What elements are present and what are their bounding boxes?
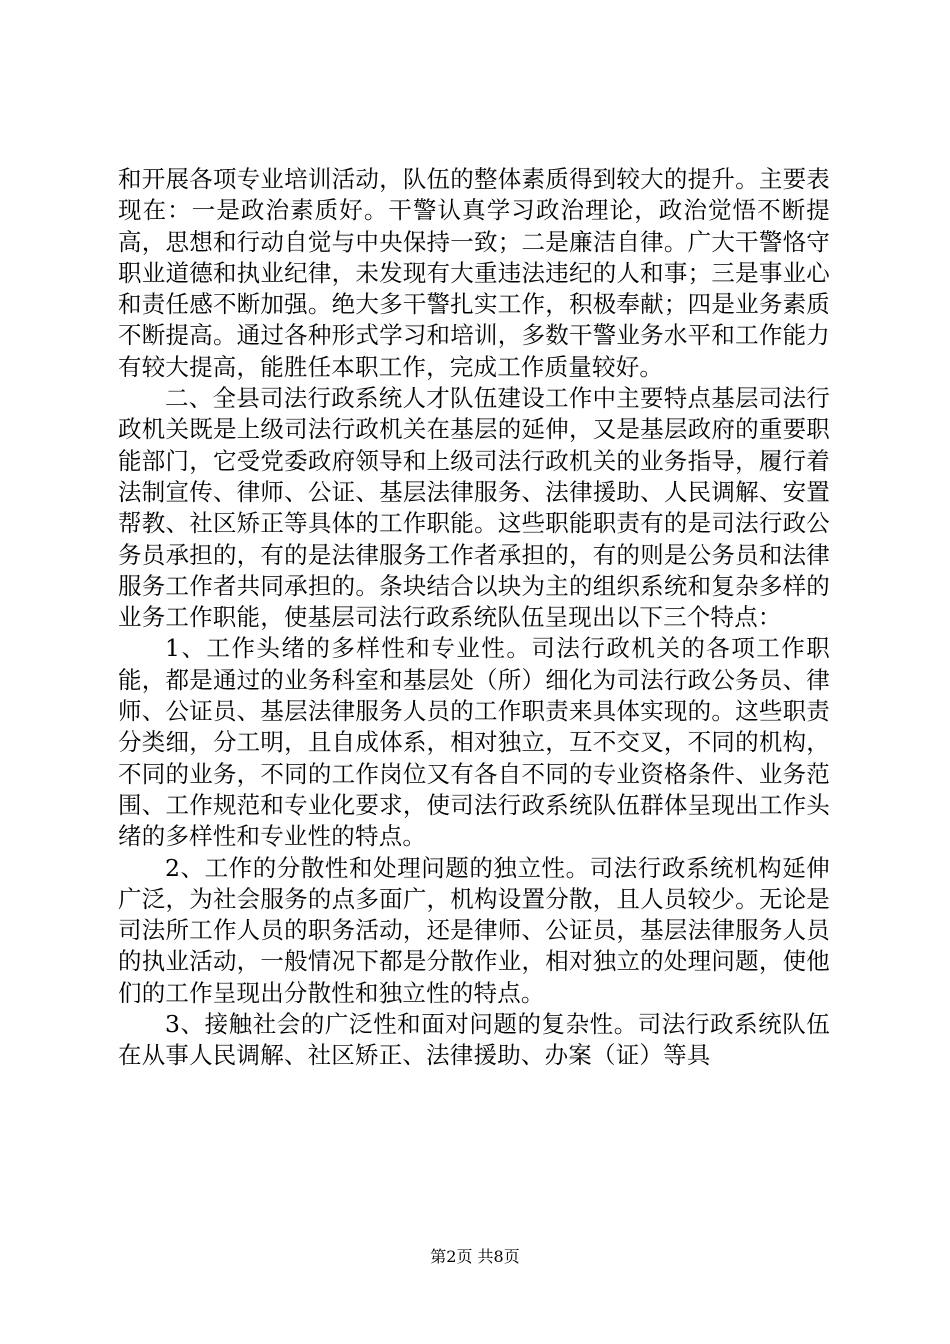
- page-footer: 第2页 共8页: [430, 1247, 520, 1266]
- paragraph-point-one: 1、工作头绪的多样性和专业性。司法行政机关的各项工作职能，都是通过的业务科室和基层处（所）细化为司法行政公务员、律师、公证员、基层法律服务人员的工作职责来具体实现的。这些职责分类细，分工明，且自成体系，相对独立，互不交叉，不同的机构，不同的业务，不同的工作岗位又有各自不同的专业资格条件、业务范围、工作规范和专业化要求，使司法行政系统队伍群体呈现出工作头绪的多样性和专业性的特点。: [118, 634, 830, 851]
- paragraph-point-three: 3、接触社会的广泛性和面对问题的复杂性。司法行政系统队伍在从事人民调解、社区矫正、法律援助、办案（证）等具: [118, 1010, 830, 1070]
- paragraph-section-two: 二、全县司法行政系统人才队伍建设工作中主要特点基层司法行政机关既是上级司法行政机关在基层的延伸，又是基层政府的重要职能部门，它受党委政府领导和上级司法行政机关的业务指导，履行着法制宣传、律师、公证、基层法律服务、法律援助、人民调解、安置帮教、社区矫正等具体的工作职能。这些职能职责有的是司法行政公务员承担的，有的是法律服务工作者承担的，有的则是公务员和法律服务工作者共同承担的。条块结合以块为主的组织系统和复杂多样的业务工作职能，使基层司法行政系统队伍呈现出以下三个特点：: [118, 384, 830, 632]
- document-body: [118, 164, 830, 1072]
- paragraph-continuation: 和开展各项专业培训活动，队伍的整体素质得到较大的提升。主要表现在：一是政治素质好。干警认真学习政治理论，政治觉悟不断提高，思想和行动自觉与中央保持一致；二是廉洁自律。广大干警恪守职业道德和执业纪律，未发现有大重违法违纪的人和事；三是事业心和责任感不断加强。绝大多干警扎实工作，积极奉献；四是业务素质不断提高。通过各种形式学习和培训，多数干警业务水平和工作能力有较大提高，能胜任本职工作，完成工作质量较好。: [118, 165, 830, 381]
- paragraph-point-two: 2、工作的分散性和处理问题的独立性。司法行政系统机构延伸广泛，为社会服务的点多面广，机构设置分散，且人员较少。无论是司法所工作人员的职务活动，还是律师、公证员，基层法律服务人员的执业活动，一般情况下都是分散作业，相对独立的处理问题，使他们的工作呈现出分散性和独立性的特点。: [118, 853, 830, 1007]
